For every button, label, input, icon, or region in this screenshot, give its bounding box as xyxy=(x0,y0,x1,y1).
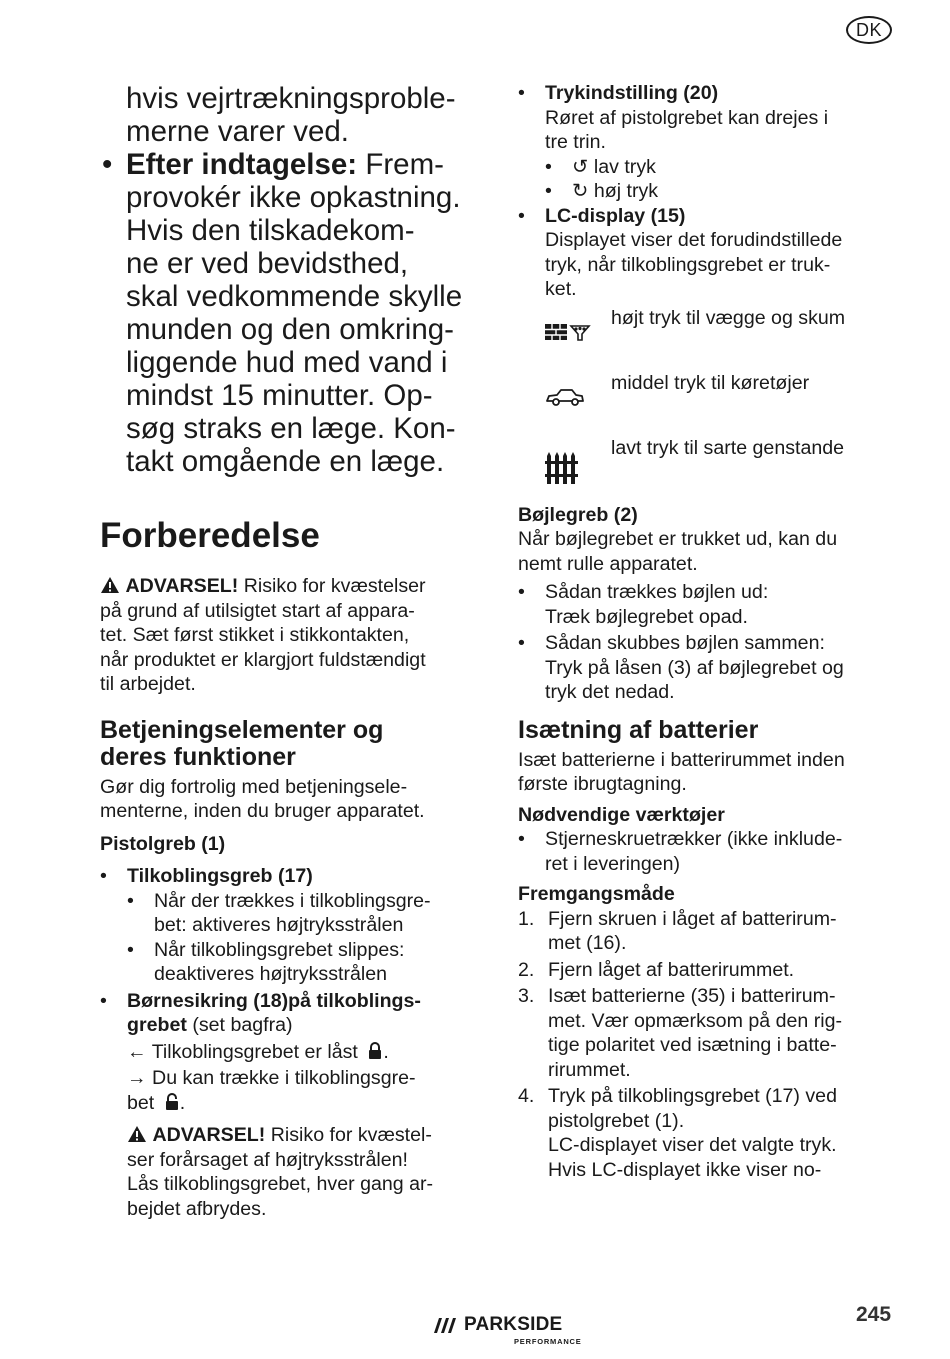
step-line: rirummet. xyxy=(548,1058,631,1081)
warning-line: tet. Sæt først stikket i stikkontakten, xyxy=(100,624,410,646)
batteries-line: Isæt batterierne i batterirummet inden xyxy=(518,748,845,771)
tools-heading: Nødvendige værktøjer xyxy=(518,803,725,826)
child-lock-label: Børnesikring (18)på tilkoblings- xyxy=(127,989,421,1012)
step-line: Fjern skruen i låget af batterirum- xyxy=(548,907,837,930)
car-icon xyxy=(545,385,611,414)
lock-open-icon xyxy=(164,1093,180,1111)
intro-text xyxy=(100,82,492,148)
trigger-subitem-line: Når tilkoblingsgrebet slippes: xyxy=(154,938,405,961)
pressure-item xyxy=(518,81,918,204)
child-lock-note: (set bagfra) xyxy=(186,1014,293,1036)
mode-medium-text: middel tryk til køretøjer xyxy=(611,371,810,394)
warning-icon xyxy=(127,1125,147,1143)
after-intake-line: munden og den omkring- xyxy=(126,313,454,346)
tools-item xyxy=(518,827,918,876)
step-number: 2. xyxy=(518,958,535,981)
step-line: Tryk på tilkoblingsgrebet (17) ved xyxy=(548,1085,837,1107)
pressure-low-text: lav tryk xyxy=(593,155,656,178)
pressure-line: Røret af pistolgrebet kan drejes i xyxy=(545,106,829,129)
warning-line: bejdet afbrydes. xyxy=(127,1197,267,1220)
warning-trigger xyxy=(127,1123,492,1221)
handle-heading: Bøjlegreb (2) xyxy=(518,503,638,526)
controls-title xyxy=(100,717,492,771)
bullet: • xyxy=(545,155,552,178)
step-item xyxy=(518,958,918,983)
lcd-line: tryk, når tilkoblingsgrebet er truk- xyxy=(545,253,831,276)
after-intake-line: provokér ikke opkastning. xyxy=(126,181,461,214)
bullet: • xyxy=(102,148,113,181)
step-number: 3. xyxy=(518,985,535,1007)
step-line: Hvis LC-displayet ikke viser no- xyxy=(548,1158,822,1181)
trigger-subitem-line: bet: aktiveres højtryksstrålen xyxy=(154,914,404,936)
controls-intro-line: Gør dig fortrolig med betjeningsele- xyxy=(100,775,408,798)
warning-label: ADVARSEL! xyxy=(125,575,239,597)
warning-line: Lås tilkoblingsgrebet, hver gang ar- xyxy=(127,1173,434,1195)
after-intake-line: søg straks en læge. Kon- xyxy=(126,412,456,445)
after-intake-label: Efter indtagelse: xyxy=(126,148,358,181)
mode-low-text: lavt tryk til sarte genstande xyxy=(611,436,845,459)
handle-item xyxy=(518,580,918,629)
step-line: pistolgrebet (1). xyxy=(548,1109,685,1132)
handle-item xyxy=(518,631,918,705)
lcd-line: ket. xyxy=(545,278,577,300)
warning-label: ADVARSEL! xyxy=(152,1124,266,1146)
step-line: LC-displayet viser det valgte tryk. xyxy=(548,1134,837,1156)
lock-closed-icon xyxy=(367,1042,383,1060)
bullet: • xyxy=(518,82,525,104)
mode-high xyxy=(545,306,918,371)
procedure-heading: Fremgangsmåde xyxy=(518,883,675,905)
pressure-line: tre trin. xyxy=(545,131,606,153)
step-line: met (16). xyxy=(548,932,627,954)
brand-name: PARKSIDE xyxy=(464,1314,563,1335)
after-intake-line: liggende hud med vand i xyxy=(126,346,448,379)
after-intake-line: skal vedkommende skylle xyxy=(126,280,463,313)
handle-item-line: Sådan skubbes bøjlen sammen: xyxy=(545,632,825,654)
page-number: 245 xyxy=(856,1303,892,1326)
left-column xyxy=(100,82,492,1221)
trigger-label: Tilkoblingsgreb (17) xyxy=(127,865,313,887)
batteries-intro xyxy=(518,748,918,797)
trigger-subitem-line: Når der trækkes i tilkoblingsgre- xyxy=(154,889,431,912)
after-intake-line: ne er ved bevidsthed, xyxy=(126,247,409,280)
batteries-line: første ibrugtagning. xyxy=(518,773,687,795)
pressure-high-text: høj tryk xyxy=(593,180,659,202)
bullet: • xyxy=(100,865,107,887)
right-column xyxy=(518,81,918,1182)
warning-icon xyxy=(100,576,120,594)
handle-item-line: Sådan trækkes bøjlen ud: xyxy=(545,581,769,603)
controls-title-line: Betjeningselementer og xyxy=(100,715,384,744)
bullet: • xyxy=(518,632,525,654)
after-intake-first: Frem- xyxy=(357,148,444,181)
step-item xyxy=(518,907,918,956)
batteries-title: Isætning af batterier xyxy=(518,715,759,744)
child-lock-label: grebet xyxy=(127,1014,187,1036)
warning-line: når produktet er klargjort fuldstændigt xyxy=(100,648,426,671)
section-title: Forberedelse xyxy=(100,516,320,555)
bullet: • xyxy=(100,989,107,1012)
lcd-item xyxy=(518,204,918,302)
language-badge: DK xyxy=(846,16,892,44)
trigger-item xyxy=(100,864,492,987)
pistol-grip-heading: Pistolgreb (1) xyxy=(100,832,226,855)
lcd-modes xyxy=(518,306,918,501)
arrow-left-icon: ← xyxy=(127,1040,152,1063)
step-number: 1. xyxy=(518,907,535,930)
handle-item-line: tryk det nedad. xyxy=(545,681,675,703)
mode-low xyxy=(545,436,918,501)
step-line: Fjern låget af batterirummet. xyxy=(548,958,795,981)
brand-sub: PERFORMANCE xyxy=(514,1337,582,1346)
bullet: • xyxy=(518,828,525,850)
locked-text: Tilkoblingsgrebet er låst xyxy=(151,1040,358,1063)
lcd-line: Displayet viser det forudindstillede xyxy=(545,229,843,251)
handle-line: Når bøjlegrebet er trukket ud, kan du xyxy=(518,528,838,550)
warning-text: Risiko for kvæstelser xyxy=(238,575,426,597)
step-item xyxy=(518,984,918,1082)
bullet: • xyxy=(518,581,525,603)
step-number: 4. xyxy=(518,1085,535,1107)
after-intake-line: Hvis den tilskadekom- xyxy=(126,214,415,247)
tools-line: Stjerneskruetrækker (ikke inklude- xyxy=(545,828,843,850)
handle-line: nemt rulle apparatet. xyxy=(518,552,698,575)
pressure-label: Trykindstilling (20) xyxy=(545,82,719,104)
warning-text: Risiko for kvæstel- xyxy=(265,1124,432,1146)
bullet: • xyxy=(127,889,134,912)
trigger-subitem xyxy=(127,889,492,938)
unlocked-text: bet xyxy=(127,1091,155,1114)
after-intake-line: mindst 15 minutter. Op- xyxy=(126,379,433,412)
warning-line: til arbejdet. xyxy=(100,673,196,695)
intro-line: merne varer ved. xyxy=(126,115,349,148)
fence-icon xyxy=(545,450,611,491)
intro-line: hvis vejrtrækningsproble- xyxy=(126,82,456,115)
controls-intro xyxy=(100,775,492,824)
arrow-right-icon: → xyxy=(127,1067,153,1089)
warning-preparation xyxy=(100,574,492,697)
tools-line: ret i leveringen) xyxy=(545,852,681,875)
rotate-cw-icon: ↻ xyxy=(572,180,594,202)
bullet: • xyxy=(127,938,134,961)
child-lock-item: • Børnesikring (18)på tilkoblings- grebet (set bagfra) ← Tilkoblingsgrebet er låst . → Du kan trække i tilkoblingsgre- bet . ADVARSEL! Risiko for kvæstel- ser forårsaget af højtryksstrålen! Lås tilkoblingsgrebet, hver gang ar- bejdet afbrydes. xyxy=(100,989,492,1222)
unlocked-text: Du kan trække i tilkoblingsgre- xyxy=(152,1067,416,1089)
mode-medium xyxy=(545,371,918,436)
step-item xyxy=(518,1084,918,1182)
handle-intro xyxy=(518,527,918,576)
rotate-ccw-icon: ↺ xyxy=(572,155,594,178)
warning-line: ser forårsaget af højtryksstrålen! xyxy=(127,1148,408,1171)
after-intake-line: takt omgående en læge. xyxy=(126,445,445,478)
handle-item-line: Tryk på låsen (3) af bøjlegrebet og xyxy=(545,656,844,679)
trigger-subitem xyxy=(127,938,492,987)
brand-logo xyxy=(430,1313,580,1352)
bullet: • xyxy=(545,180,552,202)
controls-intro-line: menterne, inden du bruger apparatet. xyxy=(100,800,425,822)
mode-high-text: højt tryk til vægge og skum xyxy=(611,306,846,329)
step-line: Isæt batterierne (35) i batterirum- xyxy=(548,985,836,1007)
bullet: • xyxy=(518,204,525,227)
trigger-subitem-line: deaktiveres højtryksstrålen xyxy=(154,963,388,985)
pressure-high xyxy=(545,179,918,204)
controls-title-line: deres funktioner xyxy=(100,742,296,771)
pressure-low xyxy=(545,155,918,180)
lcd-label: LC-display (15) xyxy=(545,204,686,227)
handle-item-line: Træk bøjlegrebet opad. xyxy=(545,605,748,628)
warning-line: på grund af utilsigtet start af appara- xyxy=(100,599,415,622)
wall-foam-icon xyxy=(545,320,611,347)
after-intake-item xyxy=(100,148,492,478)
step-line: tige polaritet ved isætning i batte- xyxy=(548,1034,837,1056)
step-line: met. Vær opmærksom på den rig- xyxy=(548,1009,843,1032)
